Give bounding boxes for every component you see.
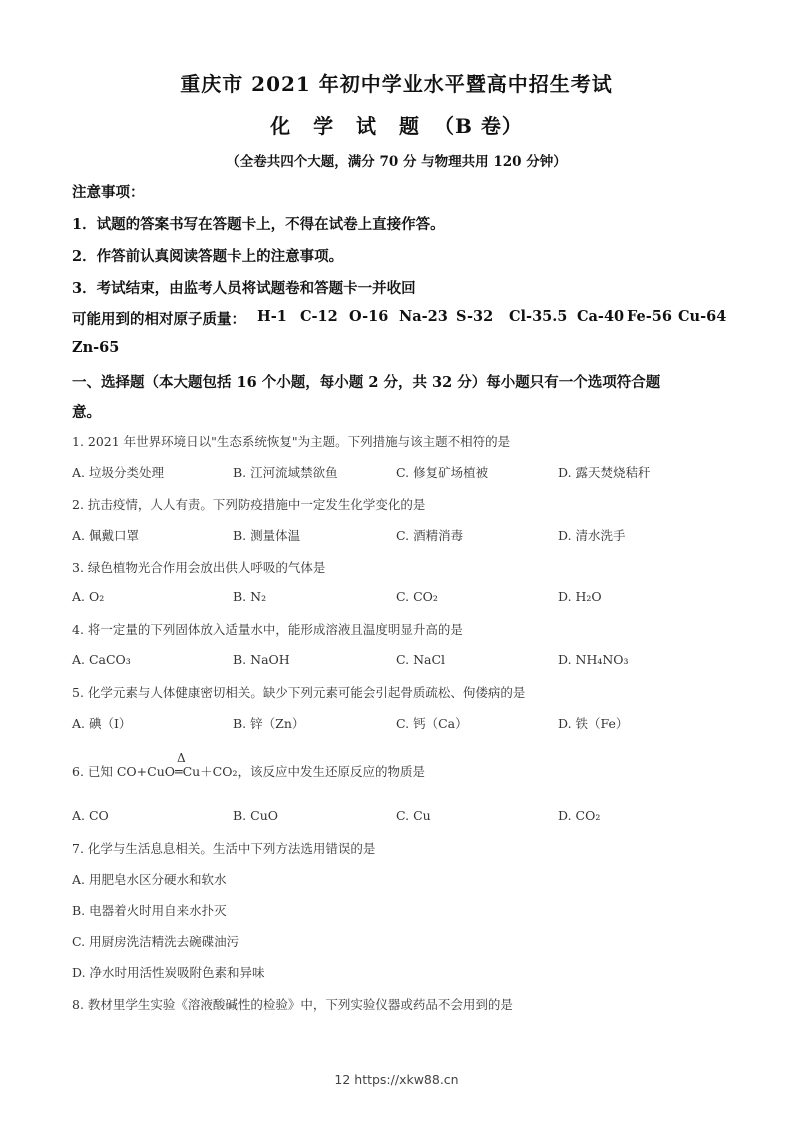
- question-stem: 5. 化学元素与人体健康密切相关。缺少下列元素可能会引起骨质疏松、佝偻病的是: [72, 685, 526, 700]
- note-item: 1．试题的答案书写在答题卡上，不得在试卷上直接作答。: [72, 216, 445, 233]
- atomic-mass: Na-23: [399, 308, 448, 325]
- option: D. CO₂: [558, 808, 601, 823]
- option: A. CaCO₃: [72, 652, 131, 667]
- subject-title: [0, 110, 793, 139]
- paper-version: （B 卷）: [433, 114, 523, 138]
- option: D. 铁（Fe）: [558, 716, 629, 731]
- atomic-mass: Cu-64: [678, 308, 727, 325]
- equals-arrow: ═: [175, 764, 183, 779]
- option: B. CuO: [233, 808, 278, 823]
- note-item: 2．作答前认真阅读答题卡上的注意事项。: [72, 248, 344, 265]
- question-stem-pre: 6. 已知 CO+CuO: [72, 764, 176, 779]
- page-number: 12: [334, 1072, 351, 1087]
- option: B. 江河流域禁欲鱼: [233, 465, 338, 480]
- option: B. 测量体温: [233, 528, 301, 543]
- question-stem: 7. 化学与生活息息相关。生活中下列方法选用错误的是: [72, 841, 376, 856]
- page-footer: [0, 1072, 793, 1087]
- atomic-mass: Cl-35.5: [509, 308, 568, 325]
- option: A. 垃圾分类处理: [72, 465, 164, 480]
- option: C. CO₂: [396, 589, 438, 604]
- option: A. CO: [72, 808, 109, 823]
- option: D. H₂O: [558, 589, 602, 604]
- notes-heading: 注意事项：: [72, 184, 145, 201]
- heat-equals-sign: [175, 751, 186, 779]
- option: C. 修复矿场植被: [396, 465, 489, 480]
- option: A. 用肥皂水区分硬水和软水: [72, 872, 227, 887]
- atomic-mass: H-1: [257, 308, 287, 325]
- note-item: 3．考试结束，由监考人员将试题卷和答题卡一并收回: [72, 280, 416, 297]
- source-url[interactable]: https://xkw88.cn: [354, 1072, 459, 1087]
- question-stem: 3. 绿色植物光合作用会放出供人呼吸的气体是: [72, 560, 326, 575]
- question-stem: 8. 教材里学生实验《溶液酸碱性的检验》中，下列实验仪器或药品不会用到的是: [72, 997, 513, 1012]
- exam-subtitle: （全卷共四个大题，满分 70 分 与物理共用 120 分钟）: [226, 154, 567, 170]
- option: B. 电器着火时用自来水扑灭: [72, 903, 227, 918]
- atomic-mass: Fe-56: [627, 308, 672, 325]
- exam-title: 重庆市 2021 年初中学业水平暨高中招生考试: [180, 72, 613, 96]
- atomic-mass: O-16: [349, 308, 389, 325]
- question-stem: [72, 751, 426, 780]
- atomic-mass: Ca-40: [577, 308, 625, 325]
- option: A. O₂: [72, 589, 105, 604]
- atomic-mass: S-32: [456, 308, 494, 325]
- atomic-masses-label: 可能用到的相对原子质量：: [72, 311, 246, 328]
- option: B. N₂: [233, 589, 267, 604]
- option: D. 露天焚烧秸秆: [558, 465, 651, 480]
- option: D. NH₄NO₃: [558, 652, 629, 667]
- option: A. 碘（I）: [72, 716, 132, 731]
- option: C. Cu: [396, 808, 431, 823]
- question-stem-post: Cu＋CO₂，该反应中发生还原反应的物质是: [182, 764, 426, 779]
- option: C. 酒精消毒: [396, 528, 464, 543]
- option: D. 清水洗手: [558, 528, 626, 543]
- option: A. 佩戴口罩: [72, 528, 139, 543]
- option: B. NaOH: [233, 652, 290, 667]
- atomic-mass: C-12: [300, 308, 338, 325]
- question-stem: 4. 将一定量的下列固体放入适量水中，能形成溶液且温度明显升高的是: [72, 622, 463, 637]
- section-heading-cont: 意。: [72, 404, 101, 421]
- option: C. NaCl: [396, 652, 446, 667]
- option: C. 用厨房洗洁精洗去碗碟油污: [72, 934, 240, 949]
- section-heading: 一、选择题（本大题包括 16 个小题，每小题 2 分，共 32 分）每小题只有一个选项符合题: [72, 374, 661, 391]
- option: D. 净水时用活性炭吸附色素和异味: [72, 965, 265, 980]
- option: B. 锌（Zn）: [233, 716, 305, 731]
- question-stem: 2. 抗击疫情，人人有责。下列防疫措施中一定发生化学变化的是: [72, 497, 426, 512]
- atomic-mass: Zn-65: [72, 339, 120, 356]
- subject-name: 化 学 试 题: [270, 114, 428, 138]
- question-stem: 1. 2021 年世界环境日以"生态系统恢复"为主题。下列措施与该主题不相符的是: [72, 434, 511, 449]
- delta-symbol: Δ: [177, 751, 186, 765]
- option: C. 钙（Ca）: [396, 716, 468, 731]
